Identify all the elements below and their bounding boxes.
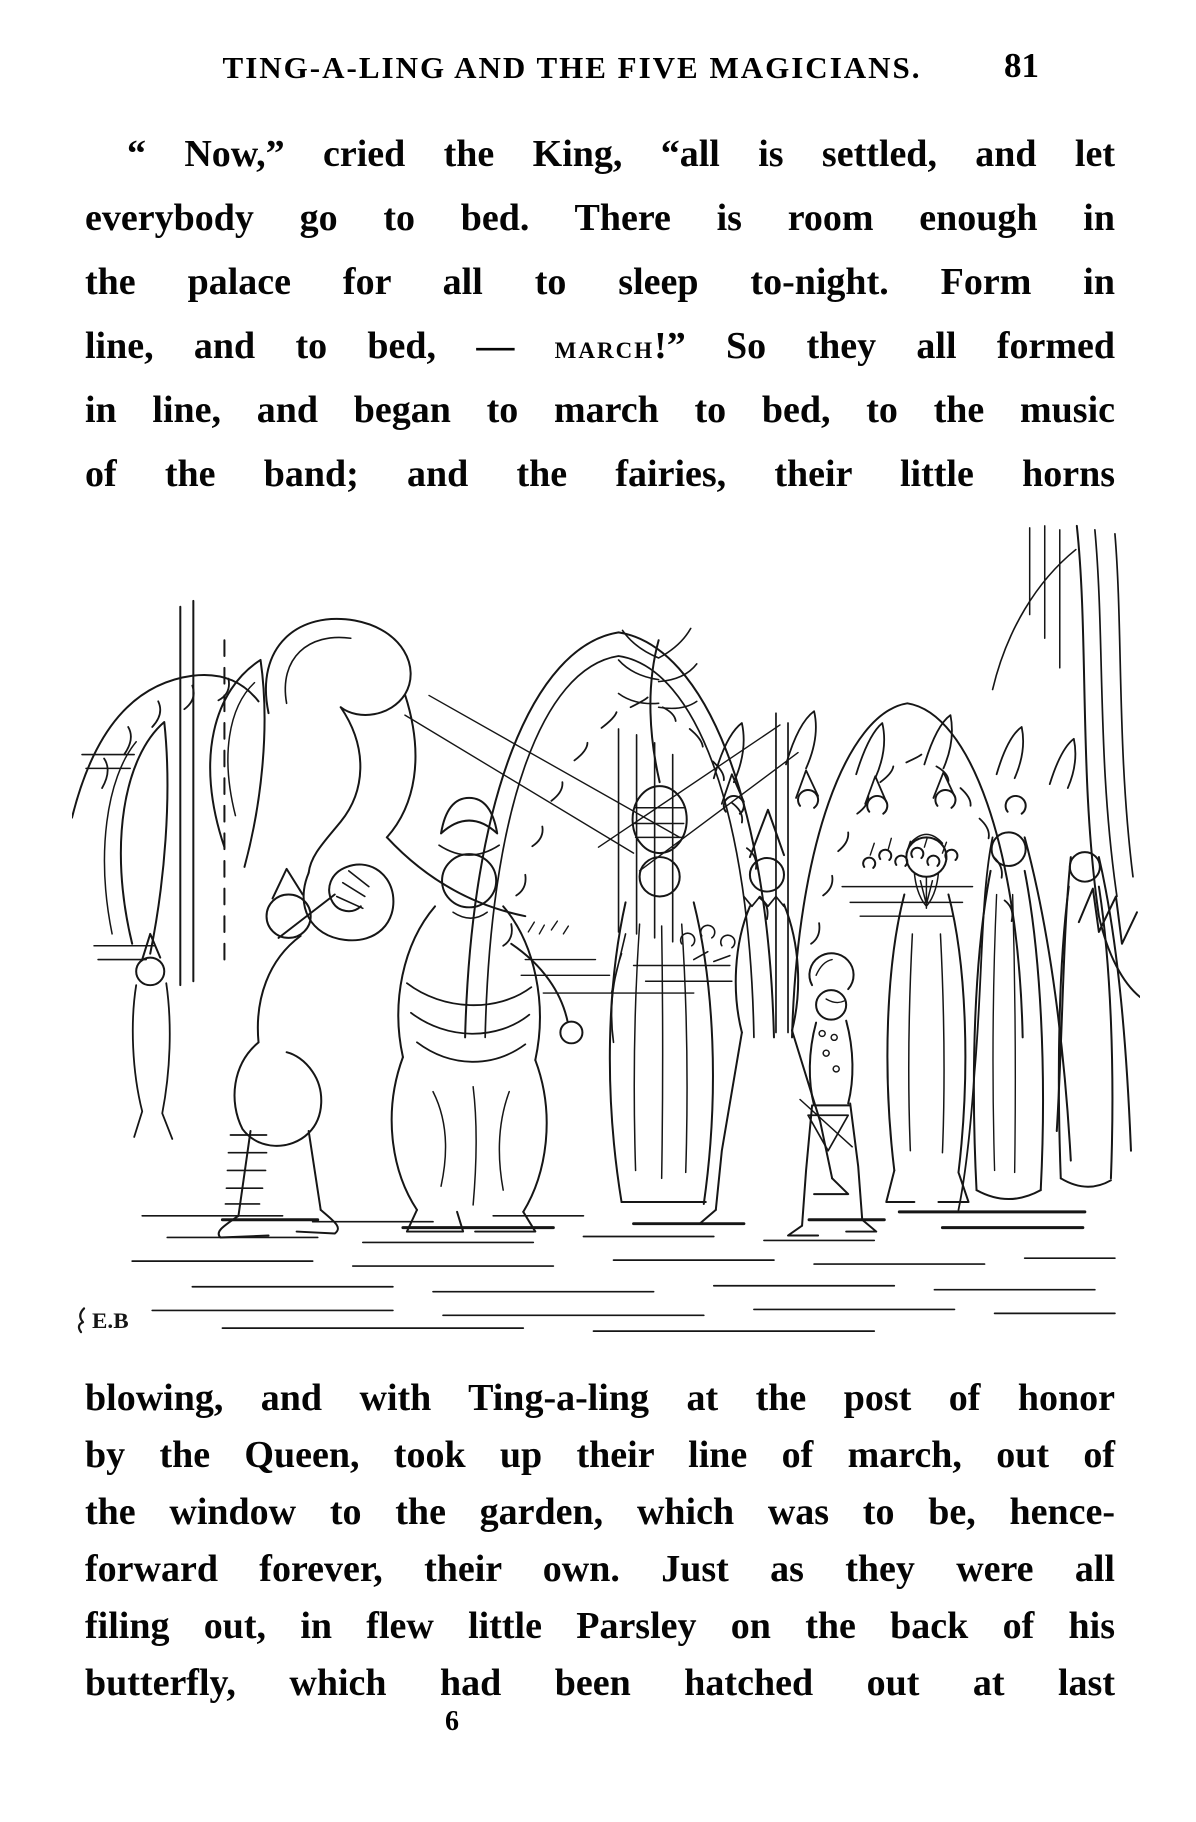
running-title: TING-A-LING AND THE FIVE MAGICIANS.: [222, 50, 922, 85]
text-line: the palace for all to sleep to-night. Form in: [85, 261, 1115, 303]
signature-mark: 6: [445, 1706, 459, 1737]
page-header: [85, 48, 1115, 94]
text-line: [85, 314, 1115, 378]
text-line: filing out, in flew little Parsley on the back of his: [85, 1605, 1115, 1647]
fairy-wings: [105, 660, 1076, 954]
engraving-art: [72, 520, 1140, 1338]
ground-hatching: [132, 1212, 1115, 1331]
text-segment: !” So they all formed: [654, 325, 1116, 367]
marching-figures: [133, 628, 1131, 1237]
smallcaps-word: march: [554, 329, 655, 366]
illustration: [72, 520, 1140, 1338]
text-line: forward forever, their own. Just as they were all: [85, 1548, 1115, 1590]
paragraph-2: [85, 1370, 1115, 1712]
text-segment: line, and to bed, —: [85, 325, 555, 367]
paragraph-1: [85, 122, 1115, 506]
text-line: in line, and began to march to bed, to the music: [85, 389, 1115, 431]
text-line: “ Now,” cried the King, “all is settled, and let: [127, 133, 1115, 175]
text-line: blowing, and with Ting-a-ling at the post of honor: [85, 1377, 1115, 1419]
text-line: the window to the garden, which was to be, hence-: [85, 1491, 1115, 1533]
page-number: 81: [1004, 46, 1039, 85]
signature-brace: [79, 1308, 84, 1332]
giant-horn: [266, 619, 525, 940]
architecture-arches: [72, 601, 1023, 1038]
text-line: of the band; and the fairies, their little horns: [85, 453, 1115, 495]
engraver-signature: E.B: [92, 1308, 129, 1334]
text-line: by the Queen, took up their line of march, out of: [85, 1434, 1115, 1476]
text-line: everybody go to bed. There is room enough in: [85, 197, 1115, 239]
text-line: butterfly, which had been hatched out at last: [85, 1662, 1115, 1704]
